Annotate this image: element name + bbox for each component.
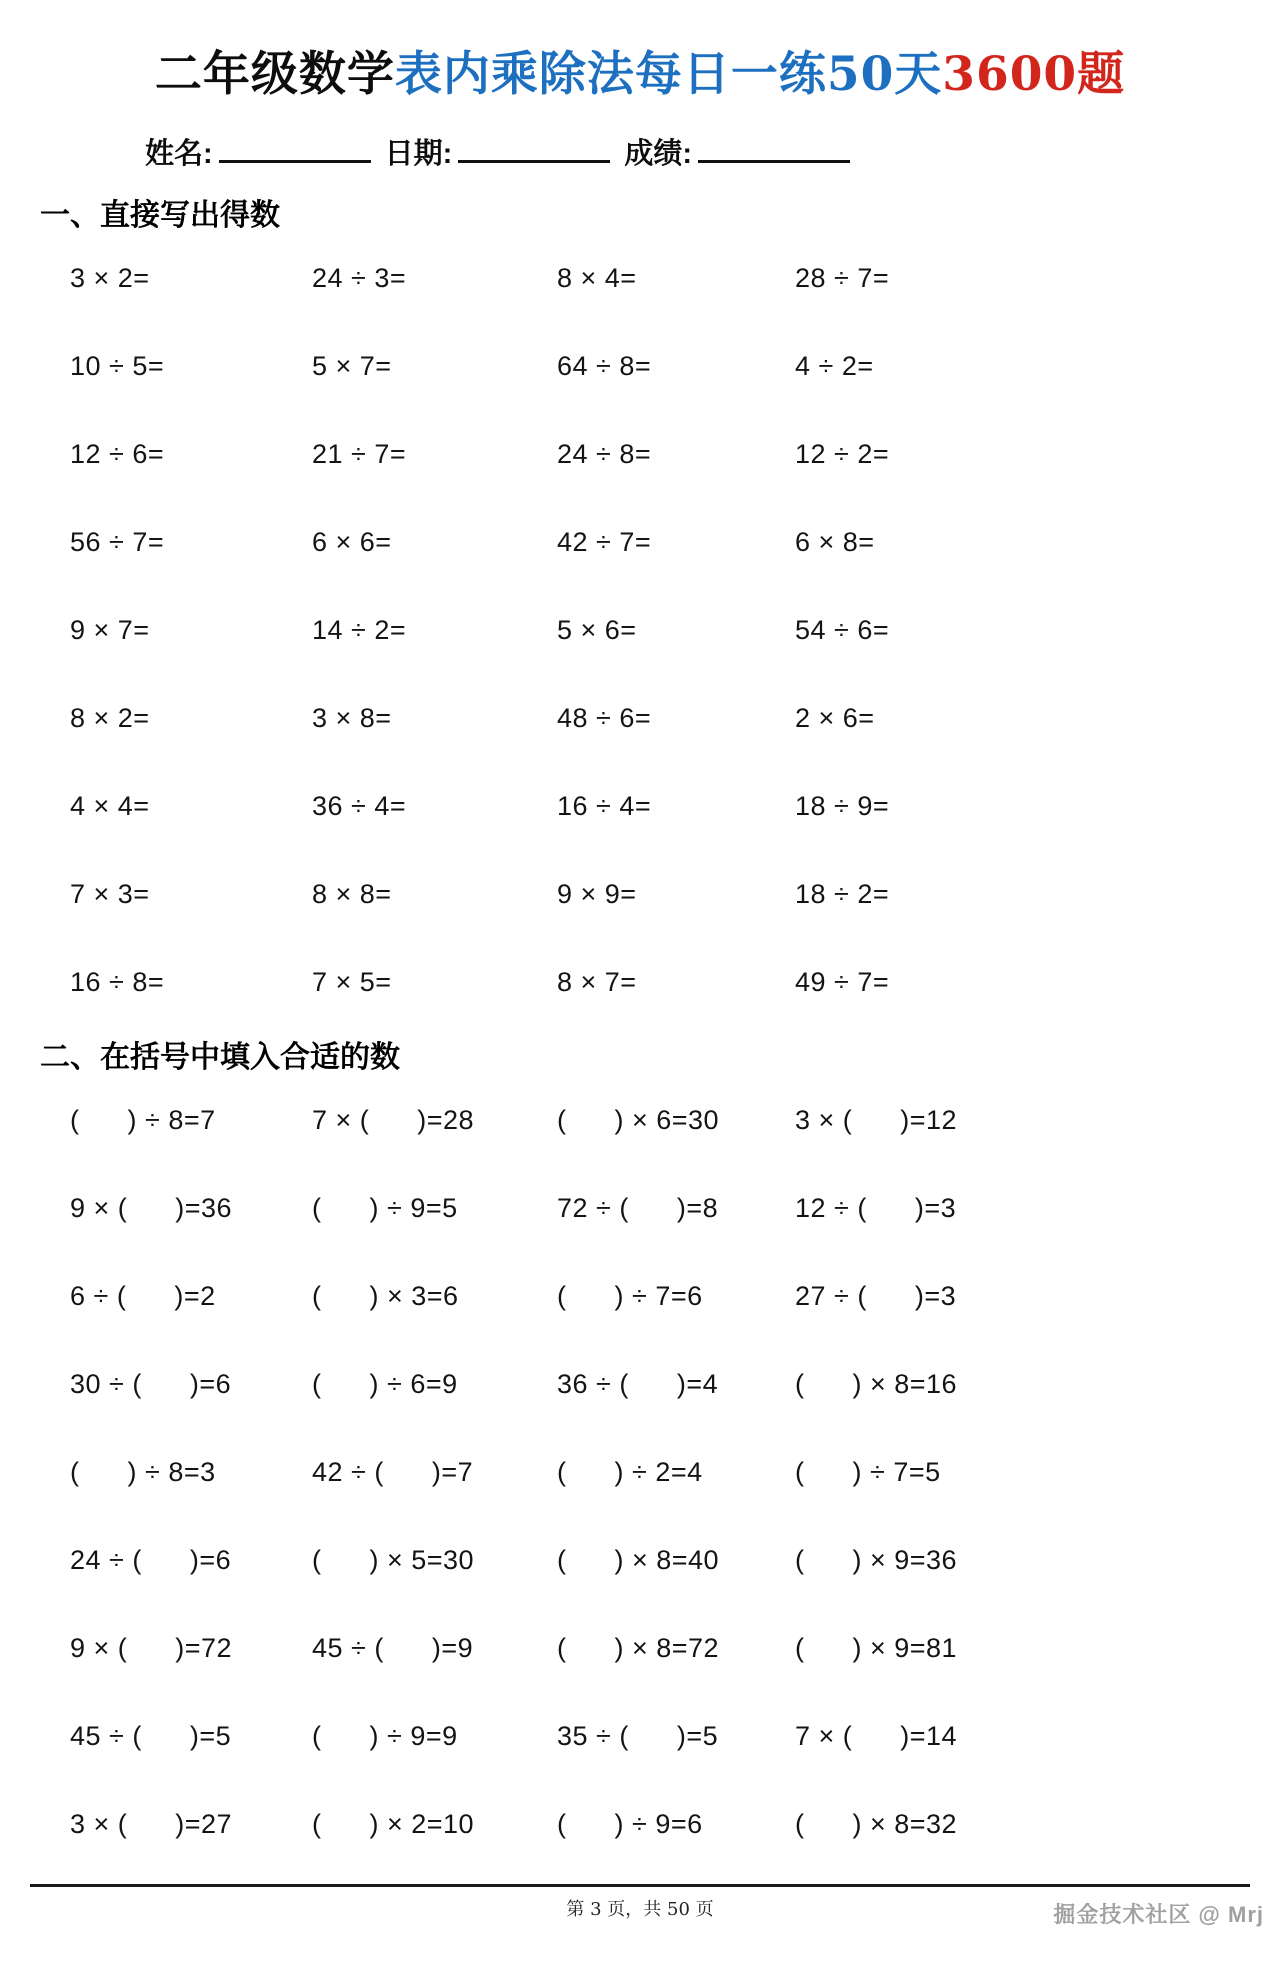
problem: 35 ÷ ( )=5 [557, 1720, 719, 1751]
problem: 49 ÷ 7= [795, 966, 890, 997]
problem: ( ) × 9=81 [795, 1632, 958, 1663]
problem: 45 ÷ ( )=5 [70, 1720, 232, 1751]
problem: 16 ÷ 8= [70, 966, 165, 997]
problem-row [0, 850, 1280, 938]
problem: ( ) ÷ 9=6 [557, 1808, 703, 1839]
problem: 12 ÷ ( )=3 [795, 1192, 957, 1223]
problem: 45 ÷ ( )=9 [312, 1632, 474, 1663]
problem: 9 × ( )=36 [70, 1192, 233, 1223]
problem: 9 × 9= [557, 878, 637, 909]
problem: ( ) ÷ 6=9 [312, 1368, 458, 1399]
problem-row [0, 410, 1280, 498]
date-blank-line [458, 139, 610, 163]
problem: 14 ÷ 2= [312, 614, 407, 645]
problem: 7 × 3= [70, 878, 150, 909]
problem: ( ) ÷ 8=7 [70, 1104, 216, 1135]
problem: 21 ÷ 7= [312, 438, 407, 469]
title-count: 3600题 [942, 47, 1126, 102]
problem-row [0, 1340, 1280, 1428]
date-label: 日期: [384, 138, 453, 171]
problem: 7 × ( )=14 [795, 1720, 958, 1751]
problem: 6 × 6= [312, 526, 392, 557]
problem-row [0, 1604, 1280, 1692]
problem: ( ) ÷ 2=4 [557, 1456, 703, 1487]
problem: 24 ÷ ( )=6 [70, 1544, 232, 1575]
page-title [0, 0, 1280, 102]
problem: ( ) ÷ 7=5 [795, 1456, 941, 1487]
problem: 18 ÷ 2= [795, 878, 890, 909]
problem: 36 ÷ 4= [312, 790, 407, 821]
problem: ( ) × 5=30 [312, 1544, 475, 1575]
problem-row [0, 1516, 1280, 1604]
problem: 36 ÷ ( )=4 [557, 1368, 719, 1399]
problem: ( ) ÷ 9=5 [312, 1192, 458, 1223]
problem: 10 ÷ 5= [70, 350, 165, 381]
problem: 24 ÷ 3= [312, 262, 407, 293]
problem: 9 × 7= [70, 614, 150, 645]
title-topic: 表内乘除法每日一练50天 [394, 47, 943, 102]
problem: 3 × 8= [312, 702, 392, 733]
problem: 6 ÷ ( )=2 [70, 1280, 216, 1311]
problem: ( ) × 6=30 [557, 1104, 720, 1135]
problem: ( ) × 2=10 [312, 1808, 475, 1839]
section1-problem-grid [0, 234, 1280, 1026]
problem: 3 × ( )=12 [795, 1104, 958, 1135]
problem-row [0, 1780, 1280, 1868]
problem: 54 ÷ 6= [795, 614, 890, 645]
problem: 16 ÷ 4= [557, 790, 652, 821]
problem: 30 ÷ ( )=6 [70, 1368, 232, 1399]
problem: ( ) × 8=72 [557, 1632, 720, 1663]
problem: 7 × 5= [312, 966, 392, 997]
score-label: 成绩: [624, 138, 693, 171]
problem: 64 ÷ 8= [557, 350, 652, 381]
problem: 8 × 2= [70, 702, 150, 733]
section1-heading: 一、直接写出得数 [40, 199, 280, 233]
problem-row [0, 762, 1280, 850]
problem: ( ) × 9=36 [795, 1544, 958, 1575]
student-info-line [145, 131, 1280, 172]
problem: 8 × 8= [312, 878, 392, 909]
problem: 5 × 6= [557, 614, 637, 645]
problem: 6 × 8= [795, 526, 875, 557]
problem-row [0, 1692, 1280, 1780]
title-grade: 二年级数学 [154, 47, 395, 102]
name-blank-line [219, 139, 371, 163]
problem: ( ) ÷ 8=3 [70, 1456, 216, 1487]
score-blank-line [698, 139, 850, 163]
problem: 72 ÷ ( )=8 [557, 1192, 719, 1223]
problem: 4 × 4= [70, 790, 150, 821]
problem: ( ) × 3=6 [312, 1280, 459, 1311]
problem: 42 ÷ 7= [557, 526, 652, 557]
problem: 7 × ( )=28 [312, 1104, 475, 1135]
problem: 27 ÷ ( )=3 [795, 1280, 957, 1311]
problem: 12 ÷ 2= [795, 438, 890, 469]
problem-row [0, 674, 1280, 762]
problem: 4 ÷ 2= [795, 350, 874, 381]
section2-heading: 二、在括号中填入合适的数 [40, 1041, 400, 1075]
problem: 28 ÷ 7= [795, 262, 890, 293]
problem-row [0, 1164, 1280, 1252]
problem: 3 × ( )=27 [70, 1808, 233, 1839]
problem: 5 × 7= [312, 350, 392, 381]
watermark: 掘金技术社区 @ Mrj [1053, 1902, 1264, 1927]
problem: 18 ÷ 9= [795, 790, 890, 821]
problem: 8 × 4= [557, 262, 637, 293]
problem: 56 ÷ 7= [70, 526, 165, 557]
problem-row [0, 234, 1280, 322]
problem: 24 ÷ 8= [557, 438, 652, 469]
problem-row [0, 938, 1280, 1026]
problem-row [0, 322, 1280, 410]
problem: ( ) × 8=16 [795, 1368, 958, 1399]
problem-row [0, 1252, 1280, 1340]
problem: ( ) ÷ 7=6 [557, 1280, 703, 1311]
problem: 48 ÷ 6= [557, 702, 652, 733]
problem-row [0, 498, 1280, 586]
problem-row [0, 1428, 1280, 1516]
problem: 12 ÷ 6= [70, 438, 165, 469]
section2-problem-grid [0, 1076, 1280, 1868]
name-label: 姓名: [145, 138, 213, 171]
page-number: 第 3 页，共 50 页 [566, 1899, 714, 1920]
problem-row [0, 586, 1280, 674]
problem: 42 ÷ ( )=7 [312, 1456, 474, 1487]
problem: 2 × 6= [795, 702, 875, 733]
problem: ( ) ÷ 9=9 [312, 1720, 458, 1751]
footer-divider [30, 1884, 1250, 1887]
problem: 8 × 7= [557, 966, 637, 997]
problem: 3 × 2= [70, 262, 150, 293]
problem: ( ) × 8=32 [795, 1808, 958, 1839]
problem-row [0, 1076, 1280, 1164]
problem: 9 × ( )=72 [70, 1632, 233, 1663]
problem: ( ) × 8=40 [557, 1544, 720, 1575]
